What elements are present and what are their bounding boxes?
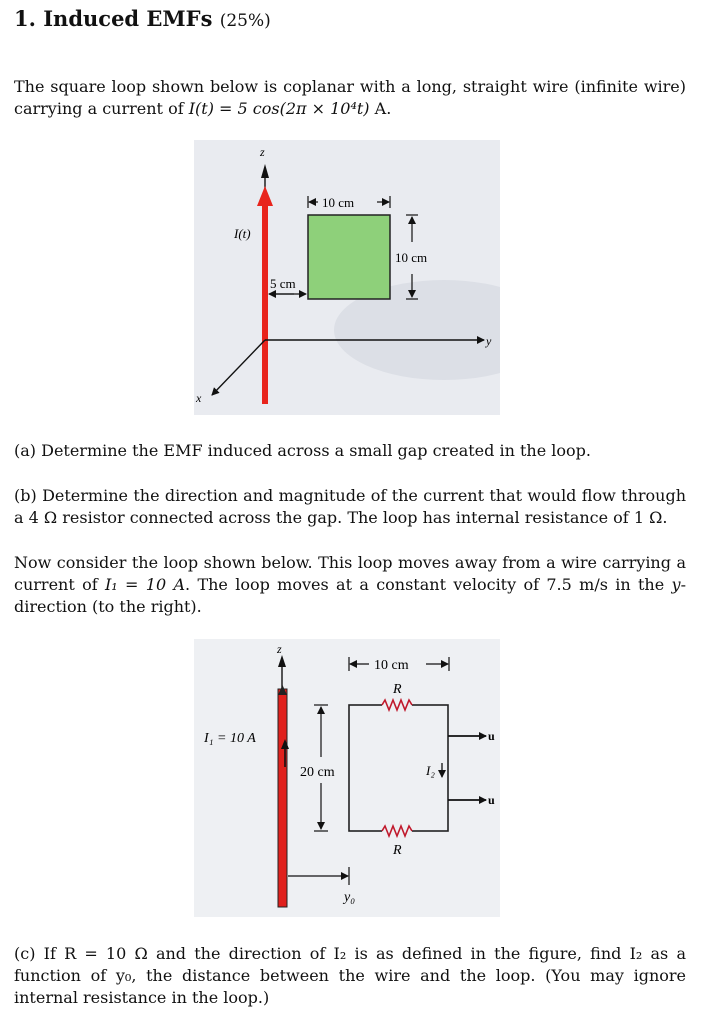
problem-heading [14,6,271,31]
intro-paragraph [14,76,686,120]
fig2-width-label: 10 cm [374,658,409,673]
setup2-text-2: . The loop moves at a constant velocity of 7.5 m/s in the [185,575,672,594]
figure-square-loop-svg [194,140,500,415]
z-axis-label: z [260,145,265,159]
intro-formula: I(t) = 5 cos(2π × 10⁴t) [188,99,370,118]
figure-moving-loop [194,639,500,917]
figure-square-loop [194,140,500,415]
intro-text-2: A. [369,99,392,118]
height-dim-label: 10 cm [395,250,428,265]
setup2-text-3: -direction (to the right). [14,575,686,616]
velocity-label-bottom: u [488,793,495,807]
gap-dim-label: 5 cm [270,276,296,291]
square-loop [308,215,390,299]
problem-weight: (25%) [219,11,271,31]
width-dim-label: 10 cm [322,195,355,210]
current-wire [278,689,287,907]
x-axis-label: x [196,391,202,405]
intro-text-1: The square loop shown below is coplanar with a long, straight wire (infinite wire) carrying a current of [14,77,686,118]
setup2-text-1: Now consider the loop shown below. This loop moves away from a wire carrying a current of [14,553,686,594]
problem-title: 1. Induced EMFs [14,6,213,31]
y0-label: y₀ [344,890,356,905]
velocity-label-top: u [488,729,495,743]
setup2-direction: y [671,575,681,594]
current-label: I(t) [234,226,251,241]
figure2-background [194,639,500,917]
infinite-wire [262,202,268,404]
setup2-paragraph [14,552,686,618]
fig2-height-label: 20 cm [300,765,335,780]
fig2-z-axis-label: z [277,642,282,656]
fig2-current-label: I₁ = 10 A [204,731,256,746]
part-b: (b) Determine the direction and magnitude of the current that would flow through a 4 Ω resistor connected across the gap. The loop has internal resistance of 1 Ω. [14,486,686,527]
induced-current-label: I₂ [426,763,435,778]
resistor-bottom-label: R [393,843,402,858]
figure-moving-loop-svg [194,639,500,917]
setup2-current: I₁ = 10 A [104,575,186,594]
part-a: (a) Determine the EMF induced across a small gap created in the loop. [14,441,591,460]
resistor-top-label: R [393,682,402,697]
y-axis-label: y [486,334,492,348]
part-c: (c) If R = 10 Ω and the direction of I₂ is as defined in the figure, find I₂ as a function of y₀, the distance between the wire and the loop. (You may ignore internal resistance in the loop.) [14,944,686,1007]
